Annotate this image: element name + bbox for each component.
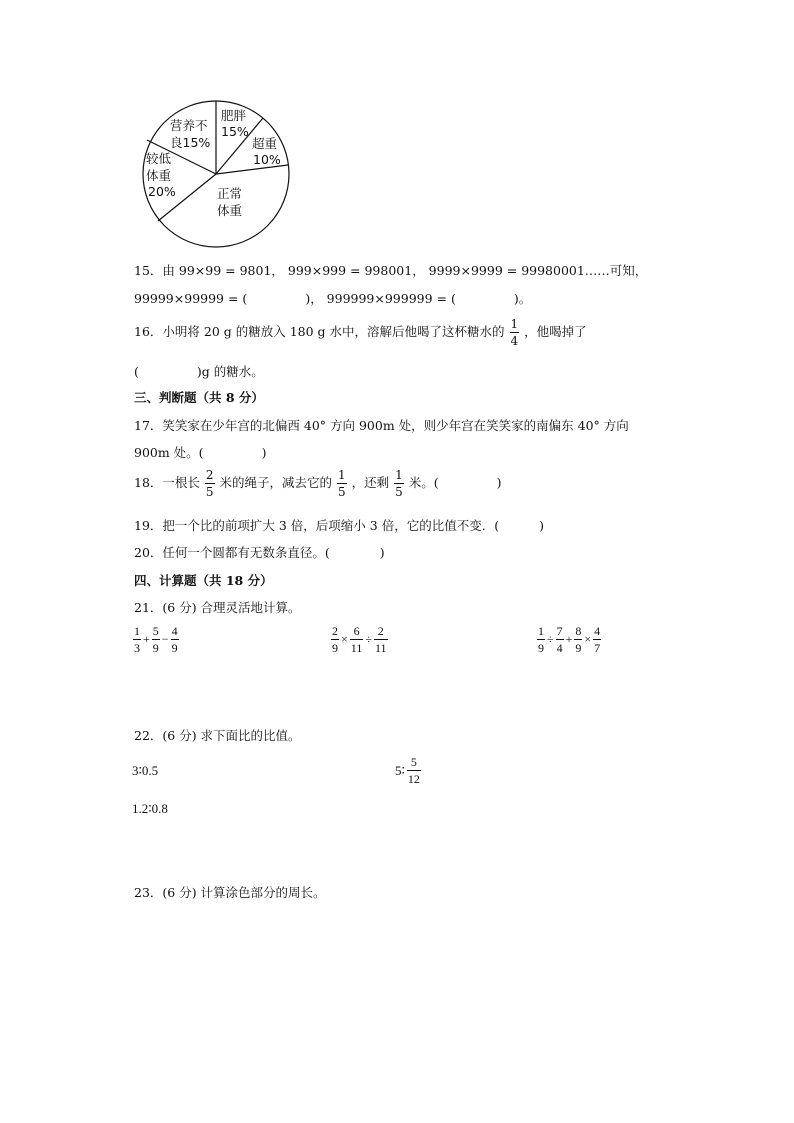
e3-f3-num: 8: [575, 624, 582, 638]
q22-r2-prefix: 5∶: [395, 762, 405, 778]
pie-label-low-3: 20%: [148, 184, 176, 199]
pie-label-underweight-2: 良15%: [170, 135, 211, 150]
q18-line: [134, 469, 502, 498]
q16-frac-num: 1: [510, 317, 519, 331]
q18-f3-den: 5: [395, 485, 403, 499]
q19-text: 19．把一个比的前项扩大 3 倍，后项缩小 3 倍，它的比值不变．(: [134, 518, 500, 533]
e1-f1-den: 3: [134, 641, 140, 655]
q16-text-c: )g 的糖水。: [196, 364, 264, 379]
e1-frac-1: [133, 625, 141, 654]
e2-op-1: ×: [341, 632, 348, 646]
q16-text-a: 16．小明将 20 g 的糖放入 180 g 水中，溶解后他喝了这杯糖水的: [134, 324, 505, 339]
e2-frac-1: [331, 625, 339, 654]
q22-ratio-3: 1.2∶0.8: [132, 801, 168, 816]
q18-text-e: ): [496, 475, 502, 490]
q22-r2-num: 5: [407, 756, 421, 771]
e2-f1-den: 9: [332, 641, 338, 655]
q16-line2: [134, 362, 264, 380]
q21-expression-3: [536, 625, 602, 654]
pie-label-underweight-1: 营养不: [170, 118, 208, 133]
q18-text-c: ，还剩: [351, 475, 390, 490]
q18-text-d: 米。(: [408, 475, 439, 490]
e3-f2-num: 7: [556, 624, 563, 638]
e2-f1-num: 2: [332, 624, 338, 638]
e3-f1-num: 1: [538, 624, 544, 638]
q19-close: ): [539, 518, 544, 533]
e3-f2-den: 4: [556, 641, 563, 655]
q15-part-b: )， 999999×999999 = (: [305, 291, 456, 306]
q16-text-b: ，他喝掉了: [524, 324, 587, 339]
e1-frac-3: [171, 625, 179, 654]
e1-op-1: +: [143, 632, 150, 646]
q18-f1-den: 5: [205, 485, 214, 499]
e3-f1-den: 9: [538, 641, 544, 655]
e3-op-2: +: [565, 632, 573, 646]
e1-f2-den: 9: [152, 641, 159, 655]
q17-line1: 17．笑笑家在少年宫的北偏西 40° 方向 900m 处，则少年宫在笑笑家的南偏东 40° 方向: [134, 418, 629, 433]
q18-f2-num: 1: [338, 468, 346, 482]
q15-line2: [134, 289, 531, 307]
q16-open-paren: (: [134, 364, 139, 379]
q22-ratio-2: [394, 756, 422, 785]
e1-f3-den: 9: [171, 641, 178, 655]
e1-f3-num: 4: [171, 624, 178, 638]
q18-fraction-2: [337, 469, 347, 498]
q22-r2-den: 12: [407, 772, 420, 786]
q21-title: 21．(6 分) 合理灵活地计算。: [134, 600, 301, 615]
pie-label-low-1: 较低: [146, 151, 172, 166]
pie-label-overweight-1: 超重: [252, 136, 278, 151]
e3-op-3: ×: [584, 632, 592, 646]
q22-ratio-1: 3∶0.5: [132, 763, 159, 778]
q18-f1-num: 2: [205, 468, 214, 482]
q20-line: [134, 543, 385, 561]
q22-r2-fraction: [407, 756, 421, 785]
e3-f4-den: 7: [594, 641, 601, 655]
q15-line1: 15．由 99×99 = 9801， 999×999 = 998001， 9999×9999 = 99980001……可知，: [134, 263, 648, 278]
e1-op-2: −: [161, 632, 169, 646]
e3-frac-4: [593, 625, 601, 654]
e3-f4-num: 4: [594, 624, 601, 638]
q18-text-b: 米的绳子，减去它的: [219, 475, 333, 490]
e1-f1-num: 1: [134, 624, 140, 638]
q18-f3-num: 1: [395, 468, 403, 482]
q18-fraction-3: [394, 469, 404, 498]
e1-f2-num: 5: [152, 624, 159, 638]
e3-op-1: ÷: [547, 632, 554, 646]
q18-text-a: 18．一根长: [134, 475, 200, 490]
q20-close: ): [379, 545, 385, 560]
q19-line: [134, 516, 544, 534]
q18-f2-den: 5: [338, 485, 346, 499]
pie-label-obese-1: 肥胖: [221, 108, 247, 123]
q15-part-a: 99999×99999 = (: [134, 291, 248, 306]
q22-title: 22．(6 分) 求下面比的比值。: [134, 728, 301, 743]
e2-frac-2: [350, 625, 364, 654]
weight-pie-chart: [134, 92, 298, 256]
q21-expression-2: [330, 625, 389, 654]
pie-label-normal-1: 正常: [217, 186, 243, 201]
q17-line2: [134, 443, 266, 461]
e3-frac-3: [574, 625, 582, 654]
pie-label-obese-2: 15%: [221, 124, 249, 139]
e2-f2-num: 6: [350, 625, 364, 640]
e2-frac-3: [374, 625, 388, 654]
q23-title: 23．(6 分) 计算涂色部分的周长。: [134, 885, 326, 900]
q16-frac-den: 4: [510, 334, 519, 348]
e1-frac-2: [152, 625, 160, 654]
e3-frac-1: [537, 625, 545, 654]
q17-close: ): [261, 445, 267, 460]
e3-frac-2: [556, 625, 564, 654]
e2-op-2: ÷: [365, 632, 372, 646]
q16-line1: [134, 318, 587, 347]
e2-f3-num: 2: [374, 625, 388, 640]
q21-expression-1: [132, 625, 180, 654]
section-4-heading: 四、计算题（共 18 分）: [134, 573, 273, 588]
q20-text: 20．任何一个圆都有无数条直径。(: [134, 545, 330, 560]
pie-label-overweight-2: 10%: [253, 152, 281, 167]
pie-label-low-2: 体重: [146, 168, 172, 183]
pie-label-normal-2: 体重: [217, 203, 243, 218]
q15-part-c: )。: [513, 291, 532, 306]
e3-f3-den: 9: [575, 641, 582, 655]
e2-f3-den: 11: [374, 641, 387, 655]
q16-fraction: [510, 318, 520, 347]
section-3-heading: 三、判断题（共 8 分）: [134, 390, 264, 405]
q17-text: 900m 处。(: [134, 445, 204, 460]
e2-f2-den: 11: [350, 641, 363, 655]
q18-fraction-1: [205, 469, 215, 498]
